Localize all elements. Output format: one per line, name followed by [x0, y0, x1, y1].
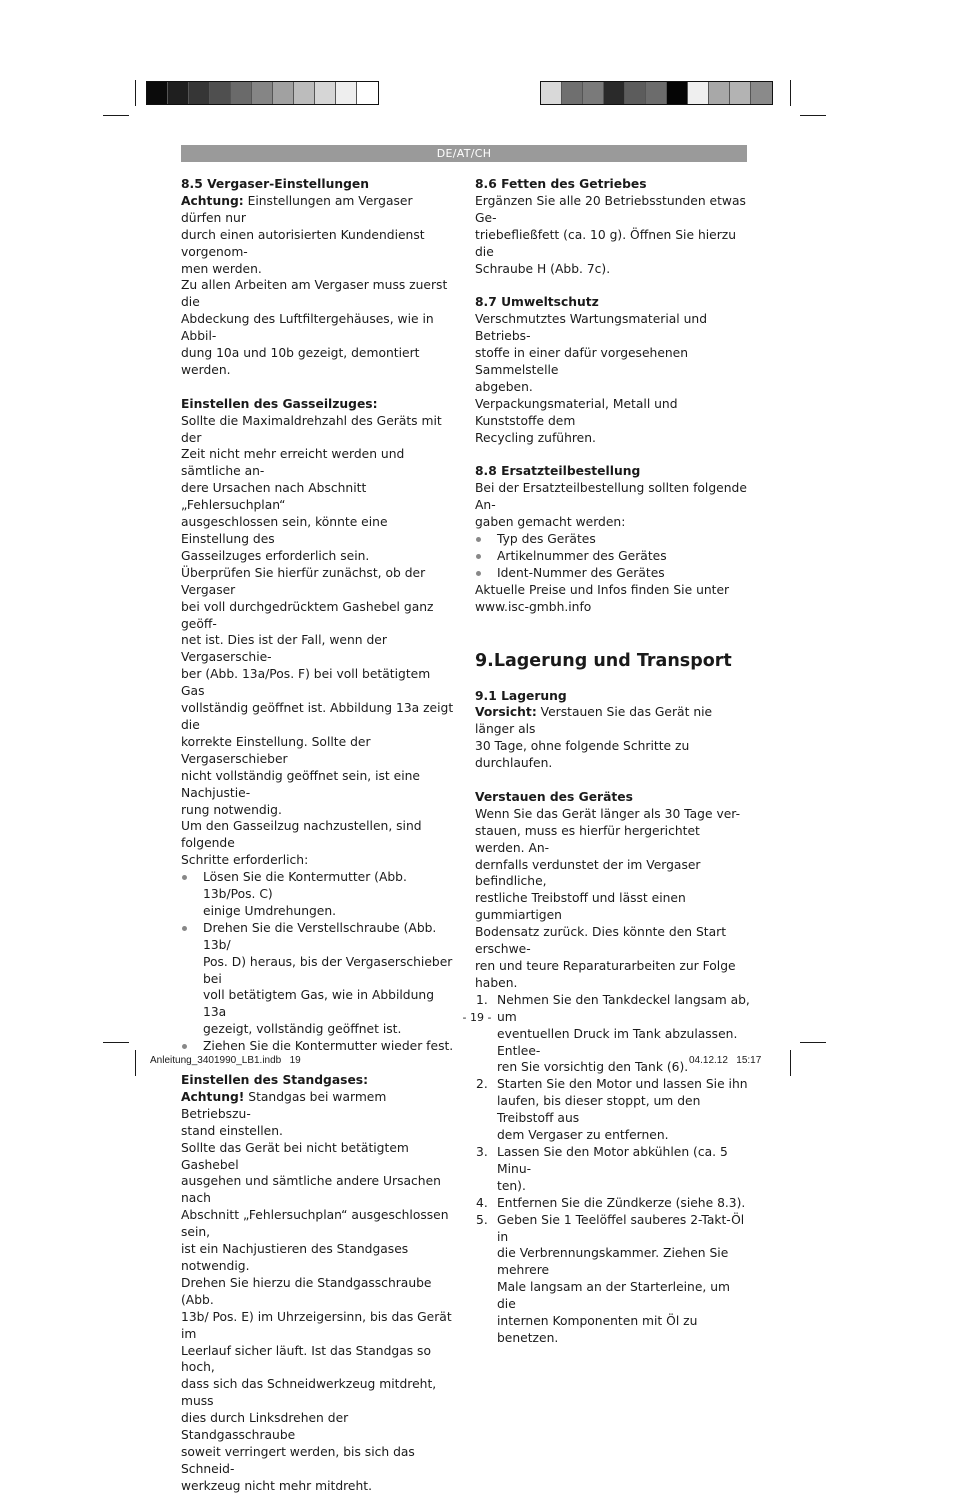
numbered-list: [475, 992, 750, 1347]
paragraph-line: Abschnitt „Fehlersuchplan“ ausgeschlossen sein,: [181, 1208, 449, 1240]
paragraph-line: dere Ursachen nach Abschnitt „Fehlersuchplan“: [181, 481, 367, 513]
paragraph-line: restliche Treibstoff und lässt einen gummiartigen: [475, 891, 686, 923]
paragraph-line: men werden.: [181, 261, 262, 276]
list-item-line: Geben Sie 1 Teelöffel sauberes 2-Takt-Öl in: [497, 1212, 745, 1244]
crop-mark: [790, 80, 791, 106]
paragraph-line: Zu allen Arbeiten am Vergaser muss zuerst die: [181, 278, 448, 310]
paragraph-line: ren und teure Reparaturarbeiten zur Folge haben.: [475, 959, 736, 990]
paragraph-line: rung notwendig.: [181, 802, 282, 817]
color-swatch: [168, 82, 189, 104]
list-number: 2.: [476, 1077, 488, 1092]
section-heading: 8.5 Vergaser-Einstellungen: [181, 177, 369, 191]
paragraph-line: ber (Abb. 13a/Pos. F) bei voll betätigtem Gas: [181, 667, 431, 699]
color-swatch: [210, 82, 231, 104]
list-item-line: eventuellen Druck im Tank abzulassen. Entlee-: [497, 1026, 738, 1058]
paragraph-line: nicht vollständig geöffnet sein, ist eine Nachjustie-: [181, 768, 420, 800]
section-heading: 9.1 Lagerung: [475, 688, 567, 703]
page-number: - 19 -: [462, 1011, 492, 1024]
section-heading: 8.7 Umweltschutz: [475, 295, 599, 310]
text-span: Verstauen Sie das Gerät nie länger als: [475, 705, 713, 737]
paragraph-line: Bodensatz zurück. Dies könnte den Start erschwe-: [475, 925, 727, 957]
list-item-line: Pos. D) heraus, bis der Vergaserschieber bei: [203, 954, 453, 986]
list-number: 5.: [476, 1212, 488, 1227]
website-url: www.isc-gmbh.info: [475, 599, 592, 614]
crop-mark: [135, 1050, 136, 1076]
paragraph-line: Schritte erforderlich:: [181, 853, 309, 868]
color-swatch: [646, 82, 667, 104]
section-heading: 8.6 Fetten des Getriebes: [475, 177, 647, 191]
color-swatch: [751, 82, 772, 104]
color-swatch: [252, 82, 273, 104]
color-swatch: [189, 82, 210, 104]
color-swatch: [294, 82, 315, 104]
paragraph-line: ist ein Nachjustieren des Standgases notwendig.: [181, 1242, 409, 1273]
paragraph-line: Zeit nicht mehr erreicht werden und sämtliche an-: [181, 447, 405, 479]
color-swatch: [667, 82, 688, 104]
paragraph-line: vollständig geöffnet ist. Abbildung 13a zeigt die: [181, 701, 454, 732]
paragraph-line: ausgehen und sämtliche andere Ursachen nach: [181, 1174, 441, 1206]
list-item: [475, 1076, 750, 1144]
paragraph-line: 30 Tage, ohne folgende Schritte zu durchlaufen.: [475, 739, 690, 771]
list-number: 4.: [476, 1195, 488, 1210]
paragraph-line: Recycling zuführen.: [475, 430, 596, 445]
paragraph-line: stoffe in einer dafür vorgesehenen Sammelstelle: [475, 346, 689, 377]
list-item-line: gezeigt, vollständig geöffnet ist.: [203, 1022, 402, 1037]
paragraph-line: stauen, muss es hierfür hergerichtet werden. An-: [475, 823, 700, 855]
list-item-line: die Verbrennungskammer. Ziehen Sie mehrere: [497, 1246, 729, 1278]
list-item: Ident-Nummer des Gerätes: [475, 565, 750, 582]
paragraph-line: Abdeckung des Luftfiltergehäuses, wie in Abbil-: [181, 312, 434, 344]
crop-mark: [800, 1042, 826, 1043]
color-swatch: [315, 82, 336, 104]
paragraph-line: werkzeug nicht mehr mitdreht.: [181, 1478, 373, 1493]
list-item-line: Entfernen Sie die Zündkerze (siehe 8.3).: [497, 1195, 746, 1210]
paragraph-line: ausgeschlossen sein, könnte eine Einstellung des: [181, 515, 388, 547]
gas-paragraph: [181, 413, 456, 869]
color-swatch: [730, 82, 751, 104]
crop-mark: [135, 80, 136, 106]
paragraph-line: Aktuelle Preise und Infos finden Sie unter: [475, 582, 730, 597]
list-item: [181, 1038, 456, 1055]
subsection-heading: Einstellen des Standgases:: [181, 1073, 369, 1087]
list-item: [475, 1144, 750, 1195]
paragraph-line: Wenn Sie das Gerät länger als 30 Tage ver-: [475, 806, 741, 821]
color-swatch: [562, 82, 583, 104]
paragraph-line: Gasseilzuges erforderlich sein.: [181, 548, 370, 563]
list-item-line: Drehen Sie die Verstellschraube (Abb. 13b/: [203, 920, 437, 952]
color-swatch: [688, 82, 709, 104]
paragraph-line: [181, 193, 456, 227]
paragraph-line: Drehen Sie hierzu die Standgasschraube (Abb.: [181, 1275, 432, 1307]
crop-mark: [790, 1050, 791, 1076]
paragraph-line: Schraube H (Abb. 7c).: [475, 261, 611, 276]
paragraph-line: korrekte Einstellung. Sollte der Vergaserschieber: [181, 734, 371, 766]
bullet-list: [475, 531, 750, 582]
paragraph-line: stand einstellen.: [181, 1123, 283, 1138]
color-swatch: [147, 82, 168, 104]
color-swatch: [604, 82, 625, 104]
list-item-line: voll betätigtem Gas, wie in Abbildung 13a: [203, 988, 434, 1020]
left-column: [181, 176, 456, 1495]
crop-mark: [103, 1042, 129, 1043]
color-calibration-bar-right: [540, 81, 773, 105]
list-item-line: einige Umdrehungen.: [203, 903, 337, 918]
list-item-line: Ziehen Sie die Kontermutter wieder fest.: [203, 1039, 454, 1054]
bullet-list: [181, 869, 456, 1055]
list-number: 1.: [476, 992, 488, 1007]
footer-file-info: Anleitung_3401990_LB1.indb 19: [150, 1055, 301, 1066]
list-item-line: dem Vergaser zu entfernen.: [497, 1128, 669, 1143]
list-item-line: Starten Sie den Motor und lassen Sie ihn: [497, 1077, 748, 1092]
paragraph-line: dung 10a und 10b gezeigt, demontiert werden.: [181, 346, 420, 377]
list-item: Artikelnummer des Gerätes: [475, 548, 750, 565]
list-item-line: Lassen Sie den Motor abkühlen (ca. 5 Minu-: [497, 1144, 728, 1176]
color-swatch: [357, 82, 378, 104]
paragraph-line: dass sich das Schneidwerkzeug mitdreht, muss: [181, 1377, 437, 1409]
paragraph-line: triebefließfett (ca. 10 g). Öffnen Sie hierzu die: [475, 227, 737, 259]
subsection-heading: Verstauen des Gerätes: [475, 789, 633, 804]
color-swatch: [709, 82, 730, 104]
paragraph-line: Sollte das Gerät bei nicht betätigtem Gashebel: [181, 1140, 409, 1172]
section-heading: 8.8 Ersatzteilbestellung: [475, 464, 641, 479]
color-calibration-bar-left: [146, 81, 379, 105]
paragraph-line: Leerlauf sicher läuft. Ist das Standgas so hoch,: [181, 1343, 431, 1375]
paragraph-line: dies durch Linksdrehen der Standgasschraube: [181, 1411, 349, 1443]
paragraph-line: gaben gemacht werden:: [475, 515, 626, 530]
color-swatch: [583, 82, 604, 104]
list-item-line: Nehmen Sie den Tankdeckel langsam ab, um: [497, 992, 750, 1024]
paragraph-line: durch einen autorisierten Kundendienst vorgenom-: [181, 227, 425, 259]
list-item: Typ des Gerätes: [475, 531, 750, 548]
list-item-line: internen Komponenten mit Öl zu benetzen.: [497, 1314, 698, 1345]
paragraph-line: bei voll durchgedrücktem Gashebel ganz geöff-: [181, 599, 434, 631]
paragraph-line: net ist. Dies ist der Fall, wenn der Vergaserschie-: [181, 633, 387, 665]
text-span: Standgas bei warmem Betriebszu-: [181, 1089, 387, 1121]
crop-mark: [103, 115, 129, 116]
region-header-bar: [181, 145, 747, 162]
paragraph-line: soweit verringert werden, bis sich das Schneid-: [181, 1444, 415, 1476]
paragraph-line: Ergänzen Sie alle 20 Betriebsstunden etwas Ge-: [475, 193, 746, 225]
list-item-line: Lösen Sie die Kontermutter (Abb. 13b/Pos. C): [203, 870, 407, 902]
color-swatch: [625, 82, 646, 104]
text-span: Einstellungen am Vergaser dürfen nur: [181, 193, 413, 225]
paragraph-line: [475, 704, 750, 738]
color-swatch: [273, 82, 294, 104]
paragraph-line: [181, 1089, 456, 1123]
list-item: [475, 1195, 750, 1212]
paragraph-line: Um den Gasseilzug nachzustellen, sind folgende: [181, 819, 422, 851]
color-swatch: [541, 82, 562, 104]
footer-date-info: 04.12.12 15:17: [689, 1055, 762, 1066]
list-item-line: laufen, bis dieser stoppt, um den Treibstoff aus: [497, 1094, 701, 1126]
paragraph-line: Überprüfen Sie hierfür zunächst, ob der Vergaser: [181, 565, 426, 597]
paragraph-line: Sollte die Maximaldrehzahl des Geräts mit der: [181, 413, 442, 445]
paragraph-line: 13b/ Pos. E) im Uhrzeigersinn, bis das Gerät im: [181, 1309, 452, 1341]
chapter-heading: 9.Lagerung und Transport: [475, 650, 732, 671]
paragraph-line: abgeben.: [475, 379, 533, 394]
region-label: DE/AT/CH: [436, 147, 492, 160]
paragraph-line: Verpackungsmaterial, Metall und Kunststoffe dem: [475, 396, 678, 428]
list-item: [181, 869, 456, 920]
paragraph-line: dernfalls verdunstet der im Vergaser befindliche,: [475, 857, 701, 889]
warning-lead: Achtung:: [181, 193, 244, 208]
color-swatch: [336, 82, 357, 104]
list-item-line: ten).: [497, 1178, 526, 1193]
list-item-line: ren Sie vorsichtig den Tank (6).: [497, 1060, 689, 1075]
warning-lead: Vorsicht:: [475, 705, 537, 720]
color-swatch: [231, 82, 252, 104]
paragraph-line: Verschmutztes Wartungsmaterial und Betriebs-: [475, 312, 708, 344]
crop-mark: [800, 115, 826, 116]
right-column: [475, 176, 750, 1347]
list-item: [475, 1212, 750, 1347]
list-item-line: Male langsam an der Starterleine, um die: [497, 1280, 730, 1312]
paragraph-line: Bei der Ersatzteilbestellung sollten folgende An-: [475, 481, 747, 513]
warning-lead: Achtung!: [181, 1089, 245, 1104]
list-number: 3.: [476, 1144, 488, 1159]
subsection-heading: Einstellen des Gasseilzuges:: [181, 396, 378, 411]
